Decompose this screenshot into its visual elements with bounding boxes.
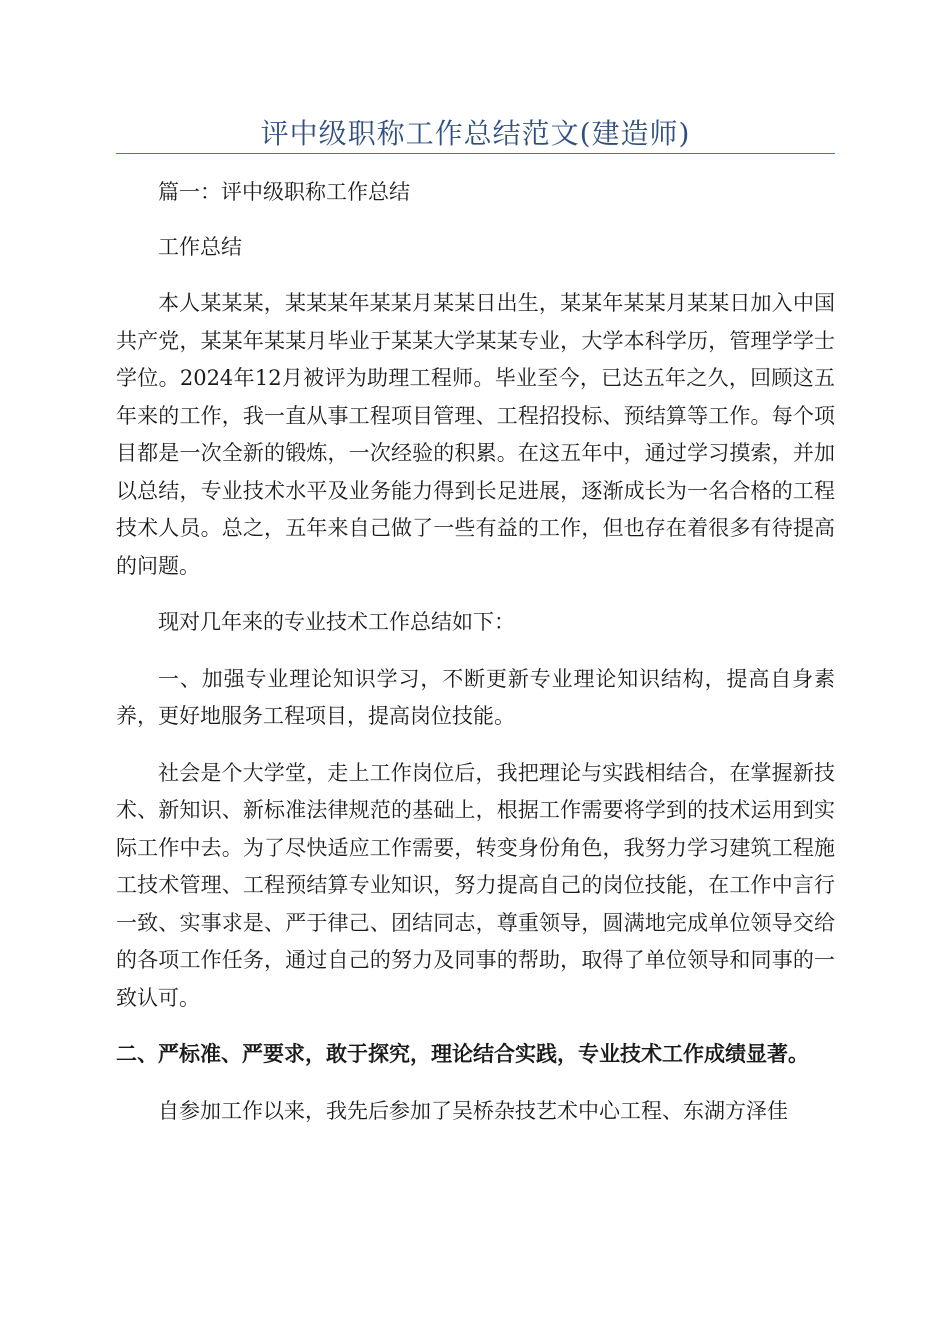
- title-underline: [116, 153, 835, 154]
- subheading-work-summary: 工作总结: [158, 234, 242, 259]
- heading-point-two: 二、严标准、严要求，敢于探究，理论结合实践，专业技术工作成绩显著。: [116, 1042, 809, 1066]
- paragraph-self-introduction: 本人某某某，某某某年某某月某某日出生，某某年某某月某某日加入中国共产党，某某年某某月毕业于某某大学某某专业，大学本科学历，管理学学士学位。2024年12月被评为助理工程师。毕业至今，已达五年之久，回顾这五年来的工作，我一直从事工程项目管理、工程招投标、预结算等工作。每个项目都是一次全新的锻炼，一次经验的积累。在这五年中，通过学习摸索，并加以总结，专业技术水平及业务能力得到长足进展，逐渐成长为一名合格的工程技术人员。总之，五年来自己做了一些有益的工作，但也存在着很多有待提高的问题。: [116, 291, 835, 578]
- paragraph-point-one: 一、加强专业理论知识学习，不断更新专业理论知识结构，提高自身素养，更好地服务工程项目，提高岗位技能。: [116, 666, 835, 728]
- document-title: 评中级职称工作总结范文(建造师): [260, 117, 691, 150]
- paragraph-summary-intro: 现对几年来的专业技术工作总结如下：: [158, 610, 515, 634]
- section-heading-part-one: 篇一：评中级职称工作总结: [158, 180, 410, 204]
- paragraph-projects: 自参加工作以来，我先后参加了吴桥杂技艺术中心工程、东湖方泽佳: [158, 1098, 788, 1123]
- document-body: [116, 174, 835, 1130]
- paragraph-society-school: 社会是个大学堂，走上工作岗位后，我把理论与实践相结合，在掌握新技术、新知识、新标准法律规范的基础上，根据工作需要将学到的技术运用到实际工作中去。为了尽快适应工作需要，转变身份角色，我努力学习建筑工程施工技术管理、工程预结算专业知识，努力提高自己的岗位技能，在工作中言行一致、实事求是、严于律己、团结同志，尊重领导，圆满地完成单位领导交给的各项工作任务，通过自己的努力及同事的帮助，取得了单位领导和同事的一致认可。: [116, 760, 835, 1010]
